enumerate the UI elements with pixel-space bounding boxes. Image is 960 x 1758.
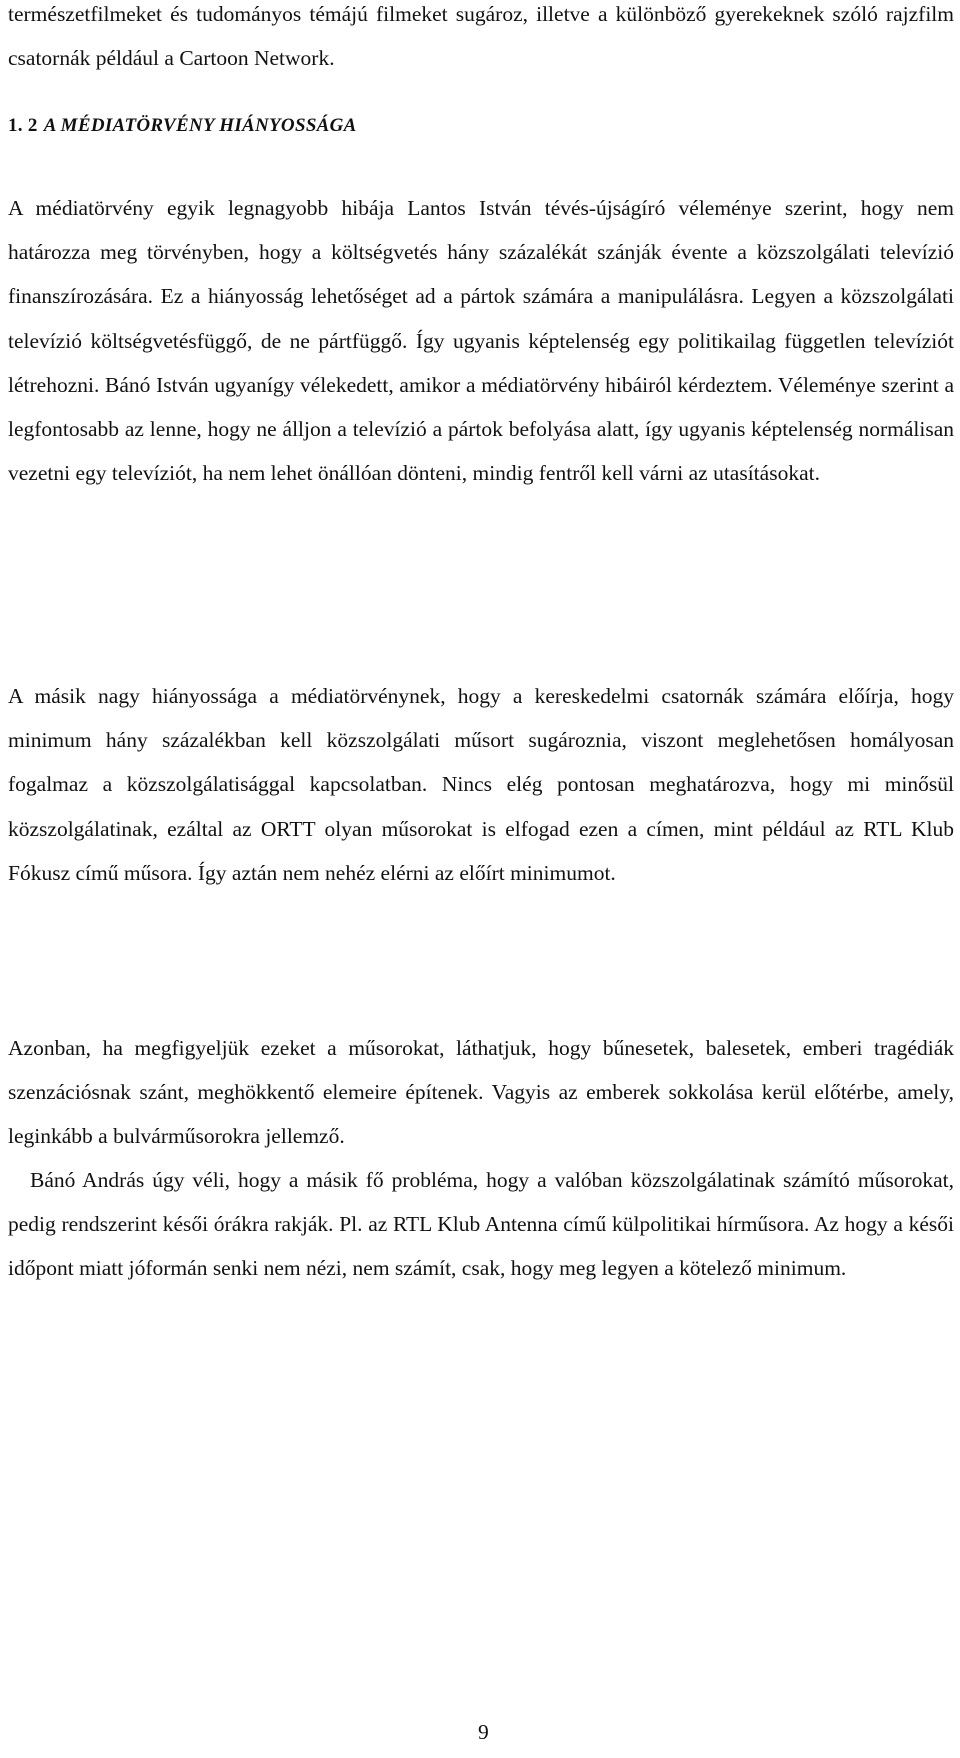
section-heading	[8, 112, 357, 140]
paragraph-2-block	[8, 674, 954, 895]
paragraph-1: A médiatörvény egyik legnagyobb hibája Lantos István tévés-újságíró véleménye szerint, hogy nem határozza meg törvényben, hogy a költségvetés hány százalékát szánják évente a közszolgálati televízió finanszírozására. Ez a hiányosság lehetőséget ad a pártok számára a manipulálásra. Legyen a közszolgálati televízió költségvetésfüggő, de ne pártfüggő. Így ugyanis képtelenség egy politikailag független televíziót létrehozni. Bánó István ugyanígy vélekedett, amikor a médiatörvény hibáiról kérdeztem. Véleménye szerint a legfontosabb az lenne, hogy ne álljon a televízió a pártok befolyása alatt, így ugyanis képtelenség normálisan vezetni egy televíziót, ha nem lehet önállóan dönteni, mindig fentről kell várni az utasításokat.	[8, 196, 954, 486]
section-title: A MÉDIATÖRVÉNY HIÁNYOSSÁGA	[43, 115, 357, 136]
paragraph-1-block	[8, 186, 954, 495]
top-paragraph: természetfilmeket és tudományos témájú filmeket sugároz, illetve a különböző gyerekeknek szóló rajzfilm csatornák például a Cartoon Network.	[8, 2, 954, 71]
paragraph-3: Azonban, ha megfigyeljük ezeket a műsorokat, láthatjuk, hogy bűnesetek, balesetek, emberi tragédiák szenzációsnak szánt, meghökkentő elemeire építenek. Vagyis az emberek sokkolása kerül előtérbe, amely, leginkább a bulvárműsorokra jellemző.	[8, 1036, 954, 1149]
document-page	[8, 0, 954, 1758]
section-number: 1. 2	[8, 115, 38, 136]
paragraph-4-block	[8, 1158, 954, 1291]
paragraph-2: A másik nagy hiányossága a médiatörvénynek, hogy a kereskedelmi csatornák számára előírja, hogy minimum hány százalékban kell közszolgálati műsort sugároznia, viszont meglehetősen homályosan fogalmaz a közszolgálatisággal kapcsolatban. Nincs elég pontosan meghatározva, hogy mi minősül közszolgálatinak, ezáltal az ORTT olyan műsorokat is elfogad ezen a címen, mint például az RTL Klub Fókusz című műsora. Így aztán nem nehéz elérni az előírt minimumot.	[8, 684, 954, 885]
top-paragraph-block	[8, 0, 954, 80]
paragraph-4: Bánó András úgy véli, hogy a másik fő probléma, hogy a valóban közszolgálatinak számító műsorokat, pedig rendszerint késői órákra rakják. Pl. az RTL Klub Antenna című külpolitikai hírműsora. Az hogy a késői időpont miatt jóformán senki nem nézi, nem számít, csak, hogy meg legyen a kötelező minimum.	[8, 1168, 954, 1281]
paragraph-3-block	[8, 1026, 954, 1159]
page-number: 9	[478, 1720, 489, 1744]
